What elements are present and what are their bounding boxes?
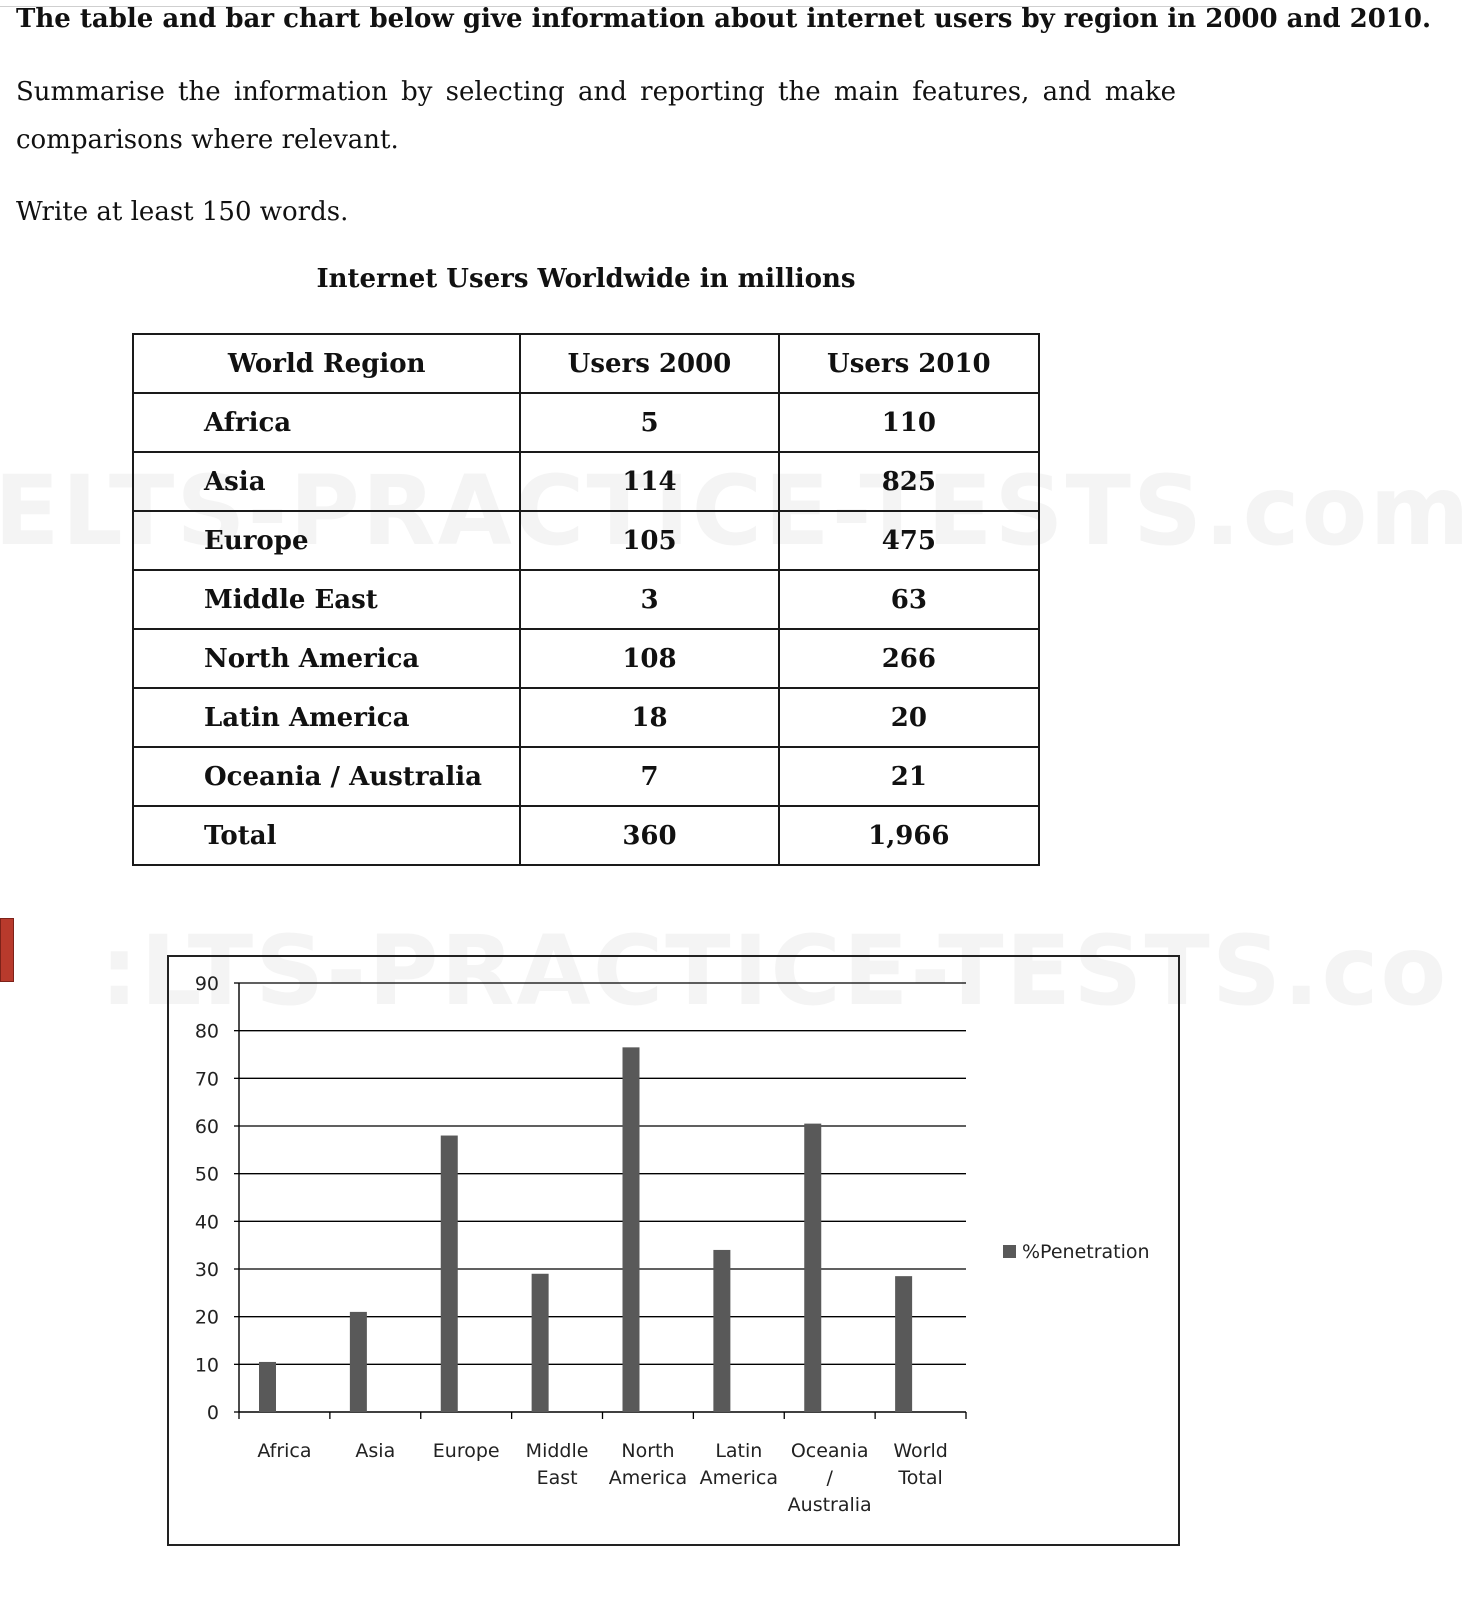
bar-chart-svg <box>169 957 1182 1548</box>
users-2010-cell: 110 <box>779 393 1039 452</box>
users-table <box>132 333 1040 866</box>
x-category-label <box>257 1440 311 1462</box>
users-2000-cell: 5 <box>520 393 778 452</box>
task-instructions: Summarise the information by selecting and reporting the main features, and make comparisons where relevant. <box>16 77 1176 155</box>
table-row <box>133 806 1039 865</box>
x-category-label <box>700 1440 778 1489</box>
x-category-label-line: East <box>536 1467 578 1489</box>
x-category-label <box>788 1440 872 1516</box>
bar-north-america <box>623 1047 640 1412</box>
column-header: Users 2000 <box>520 334 778 393</box>
users-2010-cell: 1,966 <box>779 806 1039 865</box>
y-tick-label: 0 <box>206 1402 219 1424</box>
users-2010-cell: 825 <box>779 452 1039 511</box>
y-tick-label: 30 <box>194 1259 219 1281</box>
table-body <box>133 393 1039 865</box>
task-intro: The table and bar chart below give information about internet users by region in 2000 and 2010. <box>16 4 1432 34</box>
x-category-label-line: Asia <box>355 1440 396 1462</box>
y-tick-label: 50 <box>194 1163 219 1186</box>
region-cell: Middle East <box>133 570 520 629</box>
users-2000-cell: 108 <box>520 629 778 688</box>
y-tick-label: 40 <box>194 1211 219 1234</box>
users-2010-cell: 475 <box>779 511 1039 570</box>
y-tick-label: 60 <box>194 1116 219 1138</box>
x-category-label-line: Oceania <box>790 1440 869 1462</box>
y-tick-label: 20 <box>194 1306 219 1329</box>
table-row <box>133 629 1039 688</box>
y-tick-label: 90 <box>194 973 219 995</box>
region-cell: Latin America <box>133 688 520 747</box>
x-category-label-line: Middle <box>525 1440 589 1462</box>
bar-africa <box>259 1362 276 1412</box>
region-cell: Oceania / Australia <box>133 747 520 806</box>
users-2010-cell: 20 <box>779 688 1039 747</box>
pdf-app-icon[interactable] <box>0 918 14 982</box>
bar-asia <box>350 1312 367 1412</box>
bar-world-total <box>895 1276 912 1412</box>
users-2010-cell: 63 <box>779 570 1039 629</box>
users-2000-cell: 114 <box>520 452 778 511</box>
x-category-label <box>355 1440 395 1462</box>
x-category-label <box>526 1440 589 1489</box>
x-category-label-line: Australia <box>787 1494 872 1516</box>
column-header: World Region <box>133 334 520 393</box>
table-row <box>133 747 1039 806</box>
table-row <box>133 688 1039 747</box>
region-cell: Total <box>133 806 520 865</box>
users-2000-cell: 105 <box>520 511 778 570</box>
x-category-label-line: America <box>699 1467 778 1489</box>
x-category-label-line: Europe <box>432 1440 500 1462</box>
x-category-label-line: America <box>608 1467 688 1489</box>
table-row <box>133 452 1039 511</box>
x-category-label-line: World <box>893 1440 948 1462</box>
table-header-row <box>133 334 1039 393</box>
table-title: Internet Users Worldwide in millions <box>316 264 856 294</box>
users-2000-cell: 18 <box>520 688 778 747</box>
table-row <box>133 570 1039 629</box>
table-row <box>133 393 1039 452</box>
penetration-chart <box>167 955 1180 1546</box>
x-category-label <box>609 1440 687 1489</box>
table-row <box>133 511 1039 570</box>
word-requirement: Write at least 150 words. <box>16 197 349 227</box>
y-tick-label: 70 <box>194 1068 219 1091</box>
column-header: Users 2010 <box>779 334 1039 393</box>
users-2010-cell: 21 <box>779 747 1039 806</box>
region-cell: Europe <box>133 511 520 570</box>
legend-label: %Penetration <box>1022 1241 1150 1263</box>
legend-swatch <box>1003 1245 1016 1258</box>
bar-oceania-australia <box>804 1124 821 1412</box>
x-category-label-line: Africa <box>257 1440 312 1462</box>
bar-europe <box>441 1136 458 1412</box>
users-2010-cell: 266 <box>779 629 1039 688</box>
x-category-label <box>433 1440 500 1462</box>
region-cell: Asia <box>133 452 520 511</box>
bar-latin-america <box>713 1250 730 1412</box>
users-2000-cell: 360 <box>520 806 778 865</box>
region-cell: Africa <box>133 393 520 452</box>
y-tick-label: 10 <box>194 1354 219 1377</box>
y-tick-label: 80 <box>194 1020 219 1043</box>
users-2000-cell: 7 <box>520 747 778 806</box>
x-category-label-line: North <box>621 1440 675 1462</box>
bar-middle-east <box>532 1274 549 1412</box>
region-cell: North America <box>133 629 520 688</box>
users-2000-cell: 3 <box>520 570 778 629</box>
x-category-label-line: Total <box>898 1467 943 1489</box>
x-category-label-line: / <box>826 1467 833 1489</box>
x-category-label <box>893 1440 947 1489</box>
x-category-label-line: Latin <box>715 1440 763 1462</box>
